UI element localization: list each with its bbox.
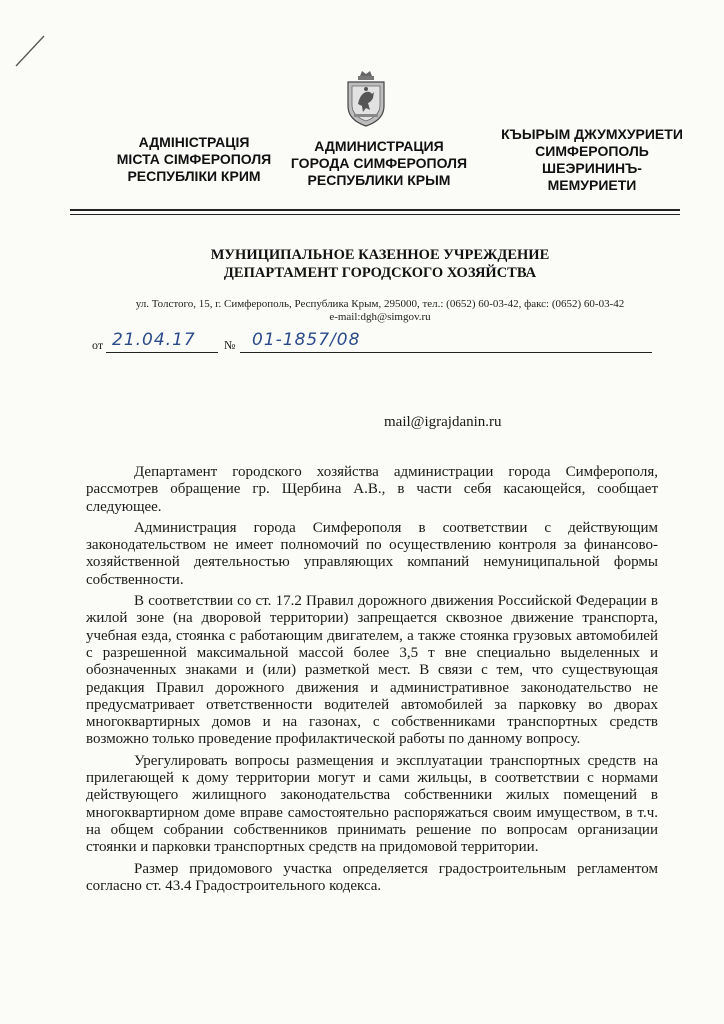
recipient-email: mail@igrajdanin.ru bbox=[384, 414, 502, 430]
reference-line bbox=[92, 330, 662, 352]
org-email: e-mail:dgh@simgov.ru bbox=[329, 311, 431, 323]
org-name-line2: ДЕПАРТАМЕНТ ГОРОДСКОГО ХОЗЯЙСТВА bbox=[223, 265, 537, 281]
handwritten-number: 01-1857/08 bbox=[252, 330, 361, 350]
body-paragraph-4: Урегулировать вопросы размещения и эксплуатации транспортных средств на прилегающей к дому территории могут и сами жильцы, в соответствии с нормами действующего жилищного законодательства собственники жилых помещений в многоквартирном доме вправе самостоятельно распоряжаться своим имуществом, в т.ч. на общем собрании собственников принимать решение по вопросам организации стоянки и парковки транспортных средств на придомовой территории. bbox=[86, 752, 658, 856]
header-russian bbox=[288, 138, 470, 189]
header-crimean-tatar bbox=[484, 126, 700, 194]
coat-of-arms-icon bbox=[344, 70, 388, 128]
number-underline bbox=[240, 352, 652, 353]
header-ukrainian bbox=[108, 134, 280, 185]
handwritten-date: 21.04.17 bbox=[112, 330, 196, 350]
header-ct-line3: ШЕЭРИНИНЪ- bbox=[542, 160, 642, 176]
number-label: № bbox=[224, 338, 236, 352]
body-paragraph-3: В соответствии со ст. 17.2 Правил дорожного движения Российской Федерации в жилой зоне (на дворовой территории) запрещается сквозное движение транспорта, учебная езда, стоянка с работающим двигателем, а также стоянка грузовых автомобилей с разрешенной максимальной массой более 3,5 т вне специально выделенных и обозначенных знаками и (или) разметкой мест. В связи с тем, что существующая редакция Правил дорожного движения и административное законодательство не предусматривает ответственности водителей автомобилей за парковку во дворах многоквартирных домов и на газонах, с собственниками транспортных средств возможно только проведение профилактической работы по данному вопросу. bbox=[86, 593, 658, 748]
header-ct-line1: КЪЫРЫМ ДЖУМХУРИЕТИ bbox=[501, 126, 683, 142]
from-label: от bbox=[92, 338, 104, 352]
date-underline bbox=[106, 352, 218, 353]
header-divider-thin bbox=[70, 214, 680, 215]
org-address: ул. Толстого, 15, г. Симферополь, Республика Крым, 295000, тел.: (0652) 60-03-42, факс: (0652) 60-03-42 bbox=[135, 298, 625, 310]
body-paragraph-2: Администрация города Симферополя в соответствии с действующим законодательством не имеет полномочий по осуществлению контроля за финансово-хозяйственной деятельностью управляющих компаний немуниципальной формы собственности. bbox=[86, 519, 658, 588]
header-ru-line2: ГОРОДА СИМФЕРОПОЛЯ bbox=[290, 155, 468, 171]
header-ru-line3: РЕСПУБЛИКИ КРЫМ bbox=[307, 172, 451, 188]
body-paragraph-5: Размер придомового участка определяется градостроительным регламентом согласно ст. 43.4 Градостроительного кодекса. bbox=[86, 860, 658, 894]
body-paragraph-1: Департамент городского хозяйства администрации города Симферополя, рассмотрев обращение гр. Щербина А.В., в части себя касающейся, сообщает следующее. bbox=[86, 464, 658, 515]
org-name-line1: МУНИЦИПАЛЬНОЕ КАЗЕННОЕ УЧРЕЖДЕНИЕ bbox=[210, 247, 550, 263]
header-ct-line2: СИМФЕРОПОЛЬ bbox=[535, 143, 649, 159]
header-ua-line1: АДМІНІСТРАЦІЯ bbox=[138, 134, 250, 150]
letter-body bbox=[86, 464, 658, 899]
header-divider-thick bbox=[70, 209, 680, 211]
header-ua-line2: МІСТА СІМФЕРОПОЛЯ bbox=[116, 151, 272, 167]
corner-pen-mark bbox=[10, 30, 50, 70]
header-ct-line4: МЕМУРИЕТИ bbox=[547, 177, 637, 193]
header-ua-line3: РЕСПУБЛІКИ КРИМ bbox=[127, 168, 261, 184]
header-ru-line1: АДМИНИСТРАЦИЯ bbox=[314, 138, 444, 154]
